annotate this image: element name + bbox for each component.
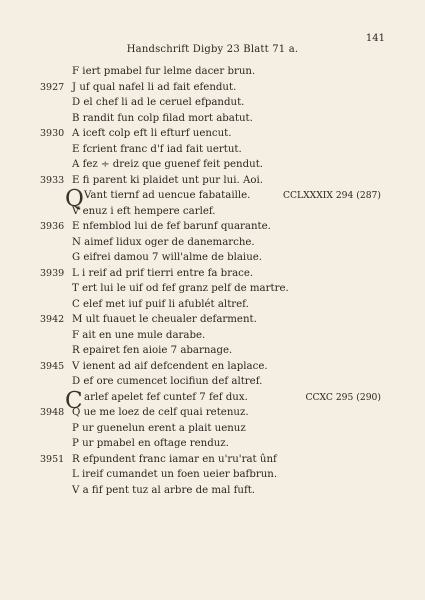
- verse-line: [0, 297, 425, 313]
- verse-text: E nfemblod lui de fef barunf quarante.: [72, 221, 271, 232]
- verse-line: [0, 204, 425, 220]
- verse-text: L ireif cumandet un foen ueier bafbrun.: [72, 469, 278, 480]
- verse-line: [0, 421, 425, 437]
- line-number: 3933: [40, 174, 65, 186]
- verse-line: [0, 142, 425, 158]
- verse-line: [0, 374, 425, 390]
- verse-line: [0, 250, 425, 266]
- verse-line: [0, 266, 425, 282]
- verse-text: A fez ÷ dreiz que guenef feit pendut.: [72, 159, 264, 170]
- laisse-marker: CCXC 295 (290): [305, 391, 381, 403]
- laisse-marker: CCLXXXIX 294 (287): [282, 190, 381, 201]
- verse-lines: [0, 64, 425, 498]
- line-number: 3945: [40, 360, 65, 372]
- verse-line: [0, 80, 425, 96]
- initial-capital: C: [65, 387, 83, 414]
- verse-text: R epairet fen aioie 7 abarnage.: [72, 345, 233, 356]
- verse-text: E fi parent ki plaidet unt pur lui. Aoi.: [72, 174, 263, 186]
- verse-text: arlef apelet fef cuntef 7 fef dux.: [84, 391, 248, 403]
- verse-text: P ur guenelun erent a plait uenuz: [72, 422, 246, 434]
- verse-text: D el chef li ad le ceruel efpandut.: [72, 97, 245, 108]
- verse-line: [0, 467, 425, 483]
- verse-line: [0, 157, 425, 173]
- verse-text: Vant tiernf ad uencue fabataille.: [84, 190, 251, 201]
- verse-line: [0, 483, 425, 499]
- verse-text: N aimef lidux oger de danemarche.: [72, 236, 255, 248]
- verse-line: [0, 312, 425, 328]
- verse-text: V ienent ad aif defcendent en laplace.: [72, 360, 268, 372]
- verse-line: [0, 452, 425, 468]
- verse-text: R efpundent franc iamar en u'ru'rat ûnf: [72, 453, 277, 465]
- verse-line: [0, 95, 425, 111]
- verse-text: V enuz i eft hempere carlef.: [72, 205, 216, 217]
- page-header: Handschrift Digby 23 Blatt 71 a.: [126, 44, 299, 55]
- verse-text: P ur pmabel en oftage renduz.: [72, 438, 229, 449]
- verse-text: B randit fun colp filad mort abatut.: [72, 112, 253, 124]
- verse-line: [0, 405, 425, 421]
- verse-line: [0, 126, 425, 142]
- line-number: 3939: [40, 267, 65, 279]
- verse-text: E fcrient franc d'f iad fait uertut.: [72, 143, 242, 155]
- verse-line: [0, 173, 425, 189]
- verse-text: G eifrei damou 7 will'alme de blaiue.: [72, 252, 263, 263]
- line-number: 3951: [40, 453, 65, 465]
- initial-capital: Q: [65, 186, 84, 212]
- verse-line: [0, 328, 425, 344]
- verse-line: [0, 219, 425, 235]
- line-number: 3948: [40, 407, 65, 418]
- verse-line: [0, 281, 425, 297]
- verse-text: Q ue me loez de celf quai retenuz.: [72, 407, 249, 418]
- verse-text: D ef ore cumencet locifiun def altref.: [72, 376, 263, 387]
- verse-line: [0, 343, 425, 359]
- line-number: 3942: [40, 314, 65, 325]
- verse-line: [0, 359, 425, 375]
- verse-text: C elef met iuf puif li afublét altref.: [72, 298, 249, 310]
- verse-line: [0, 235, 425, 251]
- line-number: 3936: [40, 221, 65, 232]
- verse-line: [0, 436, 425, 452]
- verse-text: V a fif pent tuz al arbre de mal fuft.: [72, 484, 256, 496]
- verse-text: F iert pmabel fur lelme dacer brun.: [72, 66, 256, 77]
- verse-text: T ert lui le uif od fef granz pelf de martre.: [72, 283, 289, 294]
- verse-text: L i reif ad prif tierri entre fa brace.: [72, 267, 254, 279]
- verse-line: [0, 64, 425, 80]
- line-number: 3930: [40, 128, 65, 139]
- page-number: 141: [365, 33, 385, 44]
- verse-text: A iceft colp eft li efturf uencut.: [72, 128, 232, 139]
- verse-text: M ult fuauet le cheualer defarment.: [72, 314, 257, 325]
- line-number: 3927: [40, 81, 65, 93]
- verse-text: F ait en une mule darabe.: [72, 329, 206, 341]
- verse-text: J uf qual nafel li ad fait efendut.: [72, 81, 237, 93]
- verse-line: [0, 111, 425, 127]
